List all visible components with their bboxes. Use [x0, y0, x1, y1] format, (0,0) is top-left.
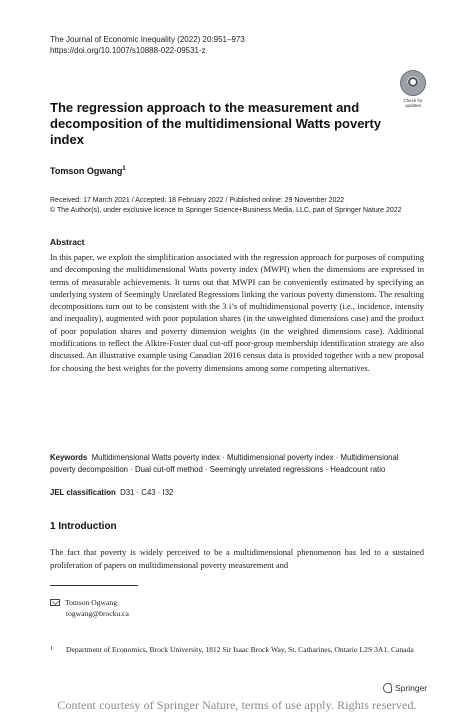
affiliation-number: 1	[50, 646, 53, 652]
publisher-name: Springer	[395, 683, 428, 693]
journal-reference: The Journal of Economic Inequality (2022) 20:951–973	[50, 35, 245, 44]
author-affiliation-marker[interactable]: 1	[122, 166, 126, 172]
copyright-notice: © The Author(s), under exclusive licence to Springer Science+Business Media, LLC, part of Springer Nature 2022	[50, 207, 402, 214]
author-line	[50, 166, 126, 176]
affiliation-text: Department of Economics, Brock University, 1812 Sir Isaac Brock Way, St. Catharines, Ontario L2S 3A1, Canada	[66, 645, 414, 654]
publisher-logo	[383, 683, 427, 693]
abstract-text: In this paper, we exploit the simplification associated with the regression approach for purposes of computing and decomposing the multidimensional Watts poverty index (MWPI) when the dimensions are expressed in terms of measurable achievements. It turns out that MWPI can be conveniently estimated by specifying an underlying system of Seemingly Unrelated Regressions linking the various poverty dimensions. The resulting decompositions turn out to be consistent with the 3 i’s of multidimensional poverty (i.e., incidence, intensity and inequality), augmented with poor population shares (in the unweighted dimensions case) and the product of poor population shares and poverty dimension weights (in the weighted dimensions case). Additional modifications to reflect the Alkire-Foster dual cut-off poor-group membership identification strategy are also discussed. An illustrative example using Canadian 2016 census data is provided together with a new proposal for choosing the best weights for the poverty dimensions among some competing alternatives.	[50, 252, 424, 373]
jel-codes: D31 · C43 · I32	[120, 488, 174, 497]
author-name[interactable]: Tomson Ogwang	[50, 166, 123, 176]
abstract-heading: Abstract	[50, 237, 85, 247]
article-title: The regression approach to the measurement and decomposition of the multidimensional Watts poverty index	[50, 100, 382, 147]
introduction-text: The fact that poverty is widely perceived to be a multidimensional phenomenon has led to a sustained proliferation of papers on multidimensional poverty measurement and	[50, 547, 424, 570]
courtesy-footer: Content courtesy of Springer Nature, terms of use apply. Rights reserved.	[57, 698, 417, 712]
keywords	[50, 452, 420, 476]
corresponding-author-contact	[50, 597, 129, 619]
envelope-icon	[50, 599, 60, 606]
springer-horse-icon	[383, 683, 392, 693]
affiliation-footnote	[50, 644, 424, 655]
keywords-heading: Keywords	[50, 453, 88, 462]
doi-link[interactable]: https://doi.org/10.1007/s10888-022-09531-z	[50, 46, 206, 55]
jel-heading: JEL classification	[50, 488, 116, 497]
contact-email-link[interactable]: togwang@brocku.ca	[66, 609, 129, 618]
check-updates-label: Check for updates	[403, 98, 423, 108]
publication-dates: Received: 17 March 2021 / Accepted: 18 February 2022 / Published online: 29 November 2022	[50, 197, 345, 204]
keywords-list: Multidimensional Watts poverty index · Multidimensional poverty index · Multidimensional poverty decomposition · Dual cut-off method · Seemingly unrelated regressions · Headcount ratio	[50, 453, 399, 474]
section-heading-introduction: 1 Introduction	[50, 521, 117, 532]
check-updates-icon	[400, 70, 426, 96]
footnote-divider	[50, 585, 138, 586]
jel-classification	[50, 488, 173, 497]
check-for-updates-button[interactable]	[398, 70, 428, 108]
contact-name: Tomson Ogwang	[65, 598, 117, 607]
